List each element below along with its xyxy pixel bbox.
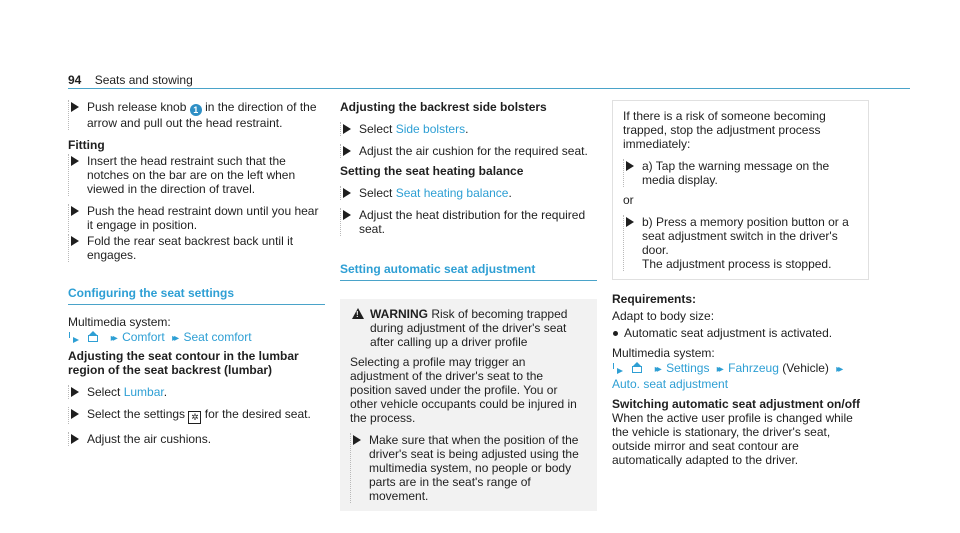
step-arrow-icon xyxy=(343,124,351,134)
warning-step: Make sure that when the position of the driver's seat is being adjusted using the multimedia system, no people or body parts are in the seat's range of movement. xyxy=(350,433,587,503)
step-arrow-icon xyxy=(343,188,351,198)
section-title-auto-adjust: Setting automatic seat adjustment xyxy=(340,262,597,281)
multimedia-label: Multimedia system: xyxy=(612,346,715,360)
step-adjust-air-cushion: Adjust the air cushion for the required seat. xyxy=(340,144,597,158)
multimedia-label: Multimedia system: xyxy=(68,315,171,329)
step-arrow-icon xyxy=(71,206,79,216)
header-rule xyxy=(68,88,910,89)
menu-auto-seat: Auto. seat adjustment xyxy=(612,377,729,391)
heating-balance-link: Seat heating balance xyxy=(395,186,509,200)
lumbar-link: Lumbar xyxy=(123,385,164,399)
step-arrow-icon xyxy=(626,217,634,227)
requirements-heading: Requirements: xyxy=(612,292,697,306)
chapter-title: Seats and stowing xyxy=(94,73,193,87)
return-arrow-icon xyxy=(612,363,624,373)
step-select-settings: Select the settings ✲ for the desired seat. xyxy=(68,407,325,424)
chevron-icon: ▸▸ xyxy=(654,364,659,375)
warning-box xyxy=(340,299,597,511)
warning-header: ! WARNING Risk of becoming trapped during adjustment of the driver's seat after calling up a driver profile xyxy=(350,307,587,349)
step-select-lumbar: Select Lumbar. xyxy=(68,385,325,399)
switch-heading: Switching automatic seat adjustment on/off xyxy=(612,397,861,411)
step-arrow-icon xyxy=(343,146,351,156)
step-arrow-icon xyxy=(71,236,79,246)
menu-comfort: Comfort xyxy=(122,330,165,344)
step-insert: Insert the head restraint such that the notches on the bar are on the left when viewed in the direction of travel. xyxy=(68,154,325,196)
chevron-icon: ▸▸ xyxy=(716,364,721,375)
side-bolsters-link: Side bolsters xyxy=(395,122,466,136)
switch-body: When the active user profile is changed while the vehicle is stationary, the driver's seat, outside mirror and seat contour are automatically adapted to the driver. xyxy=(612,411,853,467)
step-arrow-icon xyxy=(71,156,79,166)
warning-body: Selecting a profile may trigger an adjustment of the driver's seat to the position saved under the profile. You or other vehicle occupants could be injured in the process. xyxy=(350,355,577,425)
page-number: 94 xyxy=(68,73,82,87)
bolsters-heading: Adjusting the backrest side bolsters xyxy=(340,100,547,114)
step-arrow-icon xyxy=(71,387,79,397)
info-box xyxy=(612,100,869,280)
fitting-heading: Fitting xyxy=(68,138,105,152)
settings-gear-icon: ✲ xyxy=(188,411,201,424)
step-arrow-icon xyxy=(343,210,351,220)
menu-fahrzeug: Fahrzeug xyxy=(728,361,779,375)
column-1 xyxy=(68,100,325,446)
step-arrow-icon xyxy=(71,102,79,112)
callout-1-icon: 1 xyxy=(190,104,202,116)
warning-head: Risk of becoming trapped during adjustment of the driver's seat after calling up a driver profile xyxy=(370,307,568,349)
step-arrow-icon xyxy=(626,161,634,171)
chevron-icon: ▸▸ xyxy=(836,364,841,375)
page-header xyxy=(68,73,193,87)
menu-path: ▸▸ Settings ▸▸ Fahrzeug (Vehicle) ▸▸ Auto. seat adjustment xyxy=(612,361,841,391)
column-2 xyxy=(340,100,597,511)
step-adjust-cushions: Adjust the air cushions. xyxy=(68,432,325,446)
home-icon xyxy=(631,362,643,373)
step-option-a: a) Tap the warning message on the media display. xyxy=(623,159,858,187)
lumbar-heading: Adjusting the seat contour in the lumbar region of the seat backrest (lumbar) xyxy=(68,349,299,377)
step-adjust-heat: Adjust the heat distribution for the required seat. xyxy=(340,208,597,236)
info-text: If there is a risk of someone becoming trapped, stop the adjustment process immediately: xyxy=(623,109,826,151)
step-arrow-icon xyxy=(71,434,79,444)
step-fold: Fold the rear seat backrest back until it engages. xyxy=(68,234,325,262)
column-3 xyxy=(612,100,869,467)
step-option-b: b) Press a memory position button or a seat adjustment switch in the driver's door. The adjustment process is stopped. xyxy=(623,215,858,271)
adapt-label: Adapt to body size: xyxy=(612,309,715,323)
requirement-bullet: Automatic seat adjustment is activated. xyxy=(612,326,869,340)
menu-seat-comfort: Seat comfort xyxy=(183,330,252,344)
home-icon xyxy=(87,331,99,342)
chevron-icon: ▸▸ xyxy=(172,333,177,344)
return-arrow-icon xyxy=(68,332,80,342)
chevron-icon: ▸▸ xyxy=(110,333,115,344)
or-label: or xyxy=(623,193,634,207)
heating-heading: Setting the seat heating balance xyxy=(340,164,524,178)
warning-label: WARNING xyxy=(370,307,428,321)
menu-path xyxy=(68,330,325,346)
step-arrow-icon xyxy=(353,435,361,445)
menu-settings: Settings xyxy=(666,361,710,375)
step-select-bolsters: Select Side bolsters. xyxy=(340,122,597,136)
step-release-knob: Push release knob 1 in the direction of the arrow and pull out the head restraint. xyxy=(68,100,325,130)
step-push-down: Push the head restraint down until you hear it engage in position. xyxy=(68,204,325,232)
step-arrow-icon xyxy=(71,409,79,419)
section-title-seat-settings: Configuring the seat settings xyxy=(68,286,325,305)
step-select-heating: Select Seat heating balance. xyxy=(340,186,597,200)
